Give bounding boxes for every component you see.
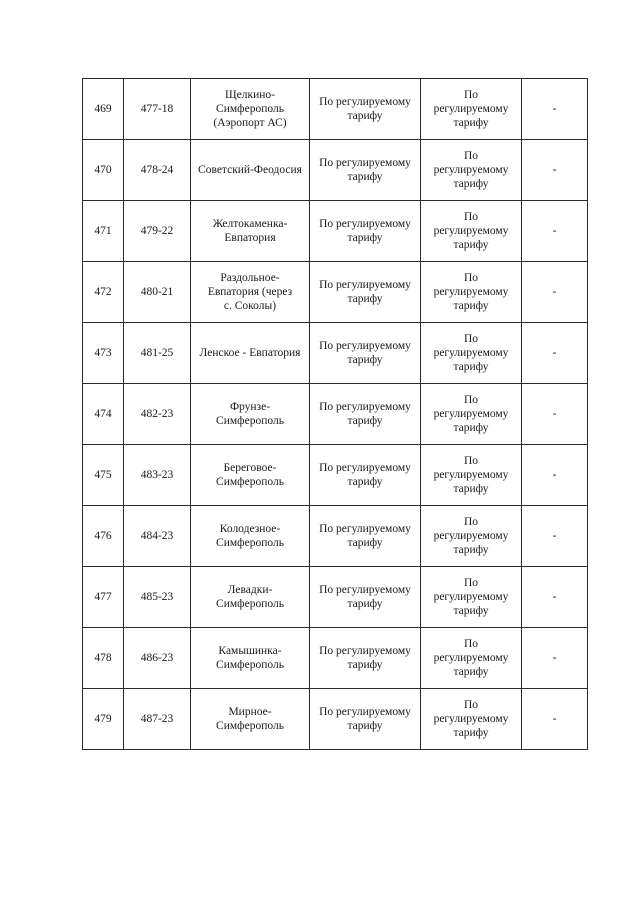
route-registration-number: 486-23 bbox=[124, 628, 191, 689]
route-name-cell bbox=[191, 262, 310, 323]
tariff-procedure-cell bbox=[421, 689, 522, 750]
empty-value: - bbox=[522, 567, 588, 628]
route-registration-number: 483-23 bbox=[124, 445, 191, 506]
tariff-procedure: По регулируемому тарифу bbox=[433, 333, 509, 373]
tariff-procedure-cell bbox=[421, 506, 522, 567]
empty-value: - bbox=[522, 628, 588, 689]
tariff-procedure: По регулируемому тарифу bbox=[433, 211, 509, 251]
route-registration-number: 487-23 bbox=[124, 689, 191, 750]
row-number: 478 bbox=[83, 628, 124, 689]
tariff-type: По регулируемому тарифу bbox=[319, 96, 411, 122]
route-name-cell bbox=[191, 689, 310, 750]
tariff-procedure-cell bbox=[421, 79, 522, 140]
table-row bbox=[83, 140, 588, 201]
tariff-procedure: По регулируемому тарифу bbox=[433, 150, 509, 190]
route-registration-number: 481-25 bbox=[124, 323, 191, 384]
route-name: Советский-Феодосия bbox=[198, 164, 302, 176]
empty-value: - bbox=[522, 445, 588, 506]
tariff-type-cell bbox=[310, 384, 421, 445]
table-row bbox=[83, 628, 588, 689]
row-number: 476 bbox=[83, 506, 124, 567]
route-name: Мирное- Симферополь bbox=[216, 706, 284, 732]
tariff-procedure-cell bbox=[421, 384, 522, 445]
empty-value: - bbox=[522, 689, 588, 750]
table-row bbox=[83, 79, 588, 140]
tariff-procedure: По регулируемому тарифу bbox=[433, 516, 509, 556]
table-row bbox=[83, 384, 588, 445]
tariff-procedure-cell bbox=[421, 628, 522, 689]
route-registration-number: 480-21 bbox=[124, 262, 191, 323]
tariff-procedure-cell bbox=[421, 567, 522, 628]
tariff-type: По регулируемому тарифу bbox=[319, 584, 411, 610]
table-row bbox=[83, 506, 588, 567]
route-name-cell bbox=[191, 445, 310, 506]
row-number: 474 bbox=[83, 384, 124, 445]
route-name: Камышинка- Симферополь bbox=[216, 645, 284, 671]
row-number: 471 bbox=[83, 201, 124, 262]
empty-value: - bbox=[522, 262, 588, 323]
route-name-cell bbox=[191, 79, 310, 140]
table-row bbox=[83, 262, 588, 323]
route-name-cell bbox=[191, 323, 310, 384]
tariff-procedure: По регулируемому тарифу bbox=[433, 638, 509, 678]
row-number: 470 bbox=[83, 140, 124, 201]
tariff-type: По регулируемому тарифу bbox=[319, 645, 411, 671]
route-registration-number: 482-23 bbox=[124, 384, 191, 445]
route-registration-number: 478-24 bbox=[124, 140, 191, 201]
row-number: 479 bbox=[83, 689, 124, 750]
table-row bbox=[83, 201, 588, 262]
empty-value: - bbox=[522, 201, 588, 262]
tariff-procedure: По регулируемому тарифу bbox=[433, 455, 509, 495]
route-name: Береговое- Симферополь bbox=[216, 462, 284, 488]
tariff-procedure-cell bbox=[421, 262, 522, 323]
tariff-procedure-cell bbox=[421, 140, 522, 201]
tariff-type-cell bbox=[310, 445, 421, 506]
tariff-procedure-cell bbox=[421, 323, 522, 384]
tariff-type: По регулируемому тарифу bbox=[319, 523, 411, 549]
route-name: Ленское - Евпатория bbox=[199, 347, 301, 359]
route-name-cell bbox=[191, 384, 310, 445]
tariff-type: По регулируемому тарифу bbox=[319, 462, 411, 488]
tariff-procedure-cell bbox=[421, 201, 522, 262]
route-name: Желтокаменка- Евпатория bbox=[212, 218, 288, 244]
route-name-cell bbox=[191, 506, 310, 567]
route-name: Левадки- Симферополь bbox=[216, 584, 284, 610]
table-row bbox=[83, 445, 588, 506]
tariff-type-cell bbox=[310, 689, 421, 750]
route-name: Фрунзе- Симферополь bbox=[216, 401, 284, 427]
tariff-type: По регулируемому тарифу bbox=[319, 157, 411, 183]
tariff-procedure-cell bbox=[421, 445, 522, 506]
route-registration-number: 479-22 bbox=[124, 201, 191, 262]
tariff-type: По регулируемому тарифу bbox=[319, 279, 411, 305]
tariff-type-cell bbox=[310, 262, 421, 323]
tariff-type-cell bbox=[310, 567, 421, 628]
route-name: Щелкино- Симферополь (Аэропорт АС) bbox=[213, 89, 287, 129]
table-row bbox=[83, 689, 588, 750]
table-row bbox=[83, 567, 588, 628]
row-number: 473 bbox=[83, 323, 124, 384]
route-name-cell bbox=[191, 201, 310, 262]
tariff-type-cell bbox=[310, 506, 421, 567]
row-number: 477 bbox=[83, 567, 124, 628]
tariff-type: По регулируемому тарифу bbox=[319, 340, 411, 366]
route-name: Раздольное- Евпатория (через с. Соколы) bbox=[207, 272, 293, 312]
route-name-cell bbox=[191, 628, 310, 689]
tariff-type: По регулируемому тарифу bbox=[319, 218, 411, 244]
tariff-procedure: По регулируемому тарифу bbox=[433, 577, 509, 617]
row-number: 469 bbox=[83, 79, 124, 140]
empty-value: - bbox=[522, 506, 588, 567]
tariff-type: По регулируемому тарифу bbox=[319, 401, 411, 427]
tariff-type-cell bbox=[310, 79, 421, 140]
empty-value: - bbox=[522, 79, 588, 140]
route-name: Колодезное- Симферополь bbox=[216, 523, 284, 549]
tariff-procedure: По регулируемому тарифу bbox=[433, 272, 509, 312]
tariff-procedure: По регулируемому тарифу bbox=[433, 89, 509, 129]
tariff-type: По регулируемому тарифу bbox=[319, 706, 411, 732]
table-row bbox=[83, 323, 588, 384]
row-number: 472 bbox=[83, 262, 124, 323]
route-registration-number: 485-23 bbox=[124, 567, 191, 628]
empty-value: - bbox=[522, 323, 588, 384]
tariff-type-cell bbox=[310, 323, 421, 384]
route-registration-number: 484-23 bbox=[124, 506, 191, 567]
tariff-type-cell bbox=[310, 140, 421, 201]
tariff-procedure: По регулируемому тарифу bbox=[433, 394, 509, 434]
routes-table bbox=[82, 78, 588, 750]
route-name-cell bbox=[191, 140, 310, 201]
row-number: 475 bbox=[83, 445, 124, 506]
route-name-cell bbox=[191, 567, 310, 628]
empty-value: - bbox=[522, 140, 588, 201]
tariff-type-cell bbox=[310, 201, 421, 262]
route-registration-number: 477-18 bbox=[124, 79, 191, 140]
tariff-procedure: По регулируемому тарифу bbox=[433, 699, 509, 739]
tariff-type-cell bbox=[310, 628, 421, 689]
empty-value: - bbox=[522, 384, 588, 445]
